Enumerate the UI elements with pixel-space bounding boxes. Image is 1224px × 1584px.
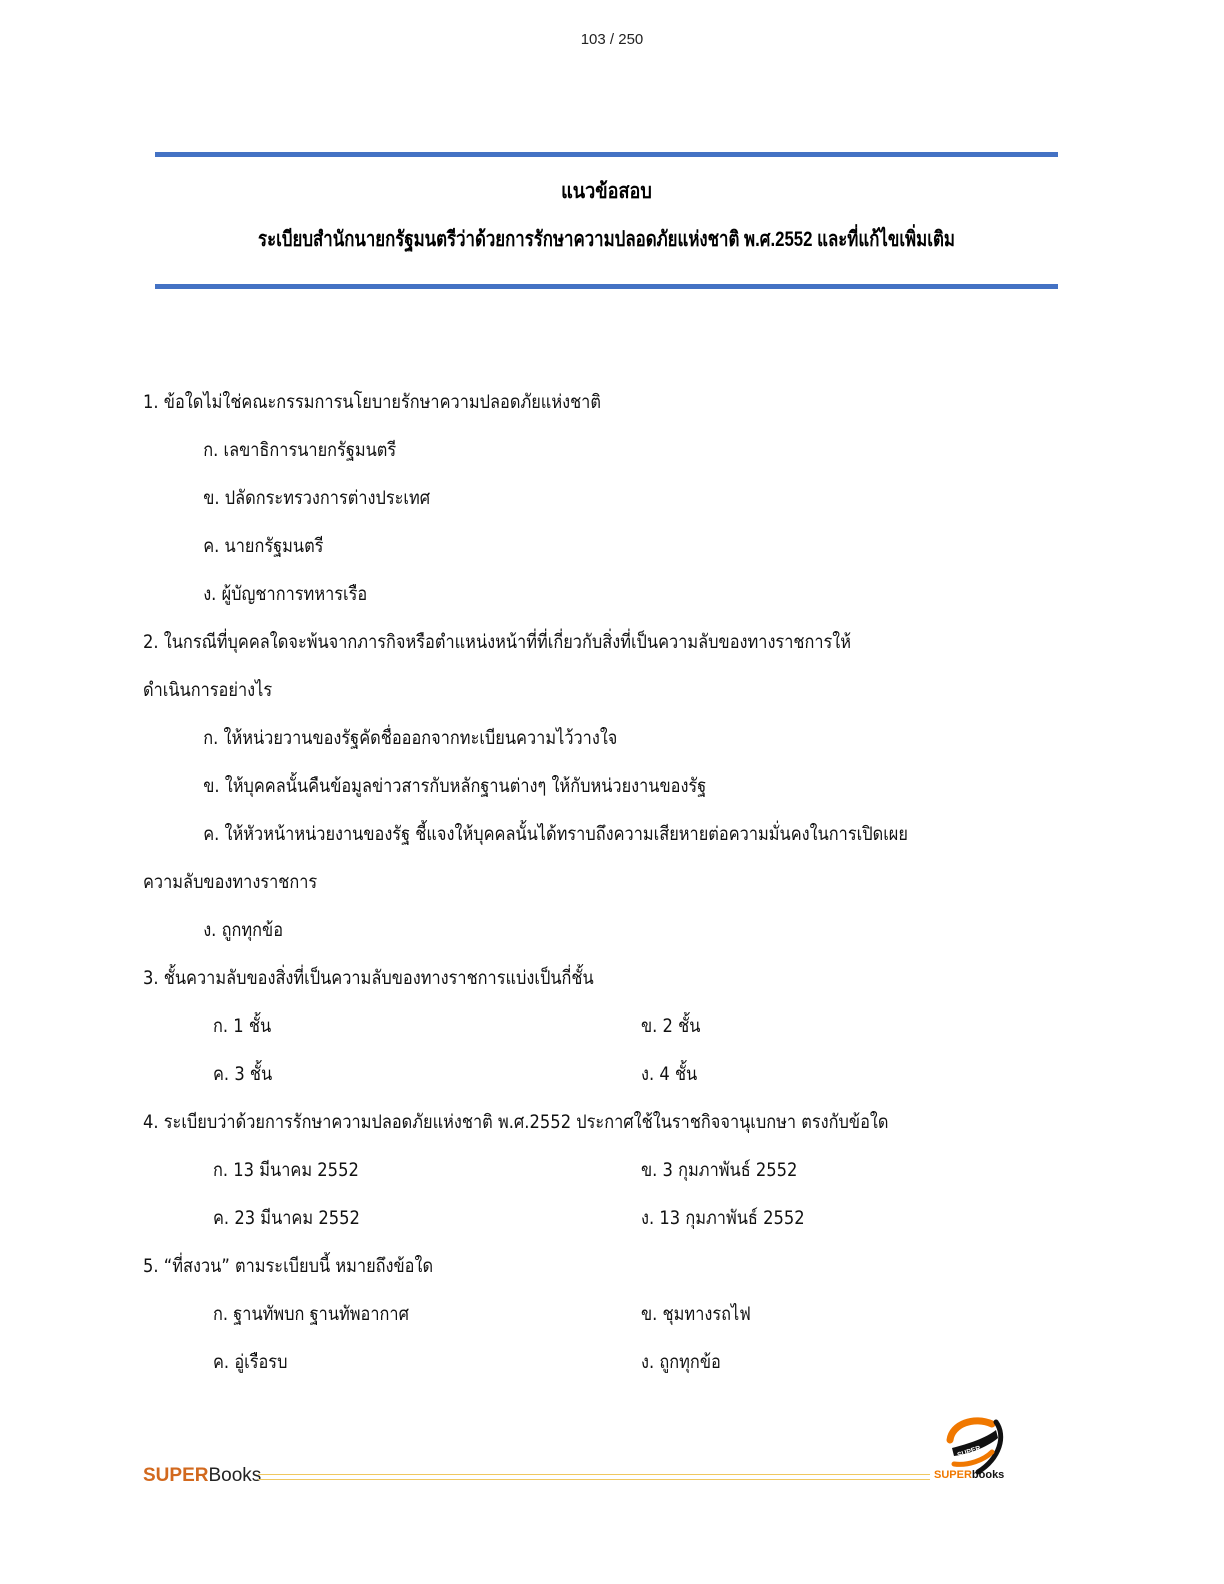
q1-option-b: ข. ปลัดกระทรวงการต่างประเทศ bbox=[203, 487, 431, 509]
q5-option-c: ค. อู่เรือรบ bbox=[213, 1351, 288, 1373]
footer-brand-books: Books bbox=[208, 1465, 262, 1486]
question-list bbox=[143, 378, 1063, 1386]
q4-option-a: ก. 13 มีนาคม 2552 bbox=[213, 1159, 359, 1181]
q5-option-b: ข. ชุมทางรถไฟ bbox=[641, 1303, 751, 1325]
q1-option-d: ง. ผู้บัญชาการทหารเรือ bbox=[203, 583, 368, 605]
q2-option-c-continued: ความลับของทางราชการ bbox=[143, 871, 318, 893]
q5-option-d: ง. ถูกทุกข้อ bbox=[641, 1351, 721, 1373]
q2-option-d: ง. ถูกทุกข้อ bbox=[203, 919, 284, 941]
footer-logo-text bbox=[934, 1469, 1004, 1481]
page-title: แนวข้อสอบ bbox=[561, 180, 652, 203]
logo-text-books: books bbox=[971, 1469, 1005, 1481]
q2-option-a: ก. ให้หน่วยวานของรัฐคัดชื่อออกจากทะเบียนความไว้วางใจ bbox=[203, 727, 618, 749]
page-subtitle: ระเบียบสำนักนายกรัฐมนตรีว่าด้วยการรักษาความปลอดภัยแห่งชาติ พ.ศ.2552 และที่แก้ไขเพิ่มเติม bbox=[258, 228, 955, 251]
q4-options-row-1 bbox=[143, 1146, 1063, 1194]
q4-option-d: ง. 13 กุมภาพันธ์ 2552 bbox=[641, 1207, 805, 1229]
q5-option-a: ก. ฐานทัพบก ฐานทัพอากาศ bbox=[213, 1303, 409, 1325]
footer-brand bbox=[143, 1464, 261, 1488]
q1-option-c: ค. นายกรัฐมนตรี bbox=[203, 535, 324, 557]
question-4: 4. ระเบียบว่าด้วยการรักษาความปลอดภัยแห่งชาติ พ.ศ.2552 ประกาศใช้ในราชกิจจานุเบกษา ตรงกับข้อใด bbox=[143, 1111, 889, 1133]
q3-options-row-2 bbox=[143, 1050, 1063, 1098]
page-number: 103 / 250 bbox=[580, 31, 644, 48]
q3-option-c: ค. 3 ชั้น bbox=[213, 1063, 273, 1085]
question-5: 5. “ที่สงวน” ตามระเบียบนี้ หมายถึงข้อใด bbox=[143, 1255, 434, 1277]
q5-options-row-2 bbox=[143, 1338, 1063, 1386]
q2-option-b: ข. ให้บุคคลนั้นคืนข้อมูลข่าวสารกับหลักฐานต่างๆ ให้กับหน่วยงานของรัฐ bbox=[203, 775, 707, 797]
question-1: 1. ข้อใดไม่ใช่คณะกรรมการนโยบายรักษาความปลอดภัยแห่งชาติ bbox=[143, 391, 601, 413]
svg-text:SUPER: SUPER bbox=[956, 1445, 982, 1460]
question-3: 3. ชั้นความลับของสิ่งที่เป็นความลับของทางราชการแบ่งเป็นกี่ชั้น bbox=[143, 967, 594, 989]
title-block bbox=[155, 172, 1058, 262]
logo-text-super: SUPER bbox=[934, 1469, 972, 1481]
q4-option-c: ค. 23 มีนาคม 2552 bbox=[213, 1207, 360, 1229]
q3-option-a: ก. 1 ชั้น bbox=[213, 1015, 272, 1037]
question-2: 2. ในกรณีที่บุคคลใดจะพ้นจากภารกิจหรือตำแหน่งหน้าที่ที่เกี่ยวกับสิ่งที่เป็นความลับของทางราชการให้ bbox=[143, 631, 852, 653]
q3-options-row-1 bbox=[143, 1002, 1063, 1050]
header-rule-bottom bbox=[155, 284, 1058, 289]
q5-options-row-1 bbox=[143, 1290, 1063, 1338]
question-2-continued: ดำเนินการอย่างไร bbox=[143, 679, 273, 701]
header-rule-top bbox=[155, 152, 1058, 157]
footer-brand-super: SUPER bbox=[143, 1465, 209, 1486]
q3-option-b: ข. 2 ชั้น bbox=[641, 1015, 701, 1037]
q3-option-d: ง. 4 ชั้น bbox=[641, 1063, 698, 1085]
footer-divider bbox=[258, 1474, 930, 1480]
q4-options-row-2 bbox=[143, 1194, 1063, 1242]
q4-option-b: ข. 3 กุมภาพันธ์ 2552 bbox=[641, 1159, 798, 1181]
q1-option-a: ก. เลขาธิการนายกรัฐมนตรี bbox=[203, 439, 397, 461]
q2-option-c: ค. ให้หัวหน้าหน่วยงานของรัฐ ชี้แจงให้บุคคลนั้นได้ทราบถึงความเสียหายต่อความมั่นคงในการเปิดเผย bbox=[203, 823, 908, 845]
